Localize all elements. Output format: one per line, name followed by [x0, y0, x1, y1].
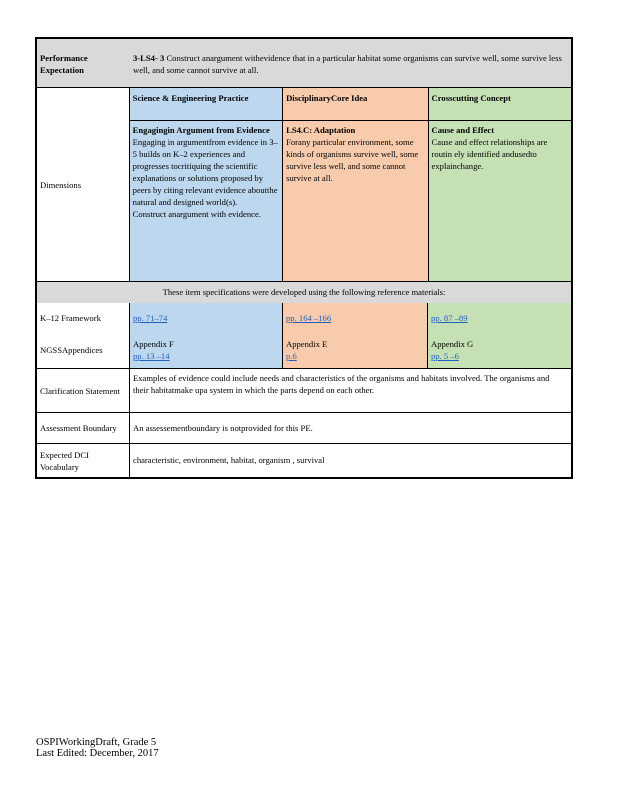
ngss-appendices-row: [37, 335, 571, 369]
pe-label: [37, 39, 130, 87]
k12-sep-link[interactable]: pp. 71–74: [133, 313, 168, 323]
ngss-label-text: NGSSAppendices: [40, 345, 103, 355]
assessment-boundary-row: [37, 413, 571, 444]
sep-bullet-text: Construct anargument with evidence.: [132, 209, 261, 219]
footer-draft-line: OSPIWorkingDraft, Grade 5: [36, 737, 157, 748]
cc-column: [429, 88, 571, 281]
dci-title: LS4.C: Adaptation: [286, 125, 356, 135]
assessment-boundary-label-text: Assessment Boundary: [40, 423, 117, 433]
sep-bullet: [133, 208, 279, 220]
ngss-sep-link[interactable]: pp. 13 –14: [133, 351, 170, 361]
cc-title: Cause and Effect: [431, 125, 495, 135]
vocabulary-label-text: Expected DCI Vocabulary: [40, 449, 89, 472]
assessment-boundary-text: An assessementboundary is notprovided for this PE.: [133, 423, 313, 433]
dci-header: DisciplinaryCore Idea: [283, 88, 427, 121]
sep-description: Engaging in argumentfrom evidence in 3–5 builds on K–2 experiences and progresses tocritiquing the scientific explanations or solutions proposed by peers by citing relevant evidence aboutthe natural and designed world(s).: [132, 137, 278, 207]
page-footer: [36, 737, 159, 759]
dci-body: [283, 121, 427, 187]
cc-body: [429, 121, 571, 175]
sep-title: Engagingin Argument from Evidence: [132, 125, 270, 135]
k12-sep-cell: [130, 303, 283, 335]
clarification-label: [37, 369, 130, 412]
clarification-text: Examples of evidence could include needs and characteristics of the organisms and habitats involved. The organisms and their habitatmake upa system in which the parts depend on each other.: [133, 373, 550, 395]
ngss-dci-appendix: Appendix E: [286, 339, 328, 349]
pe-text: [130, 39, 571, 87]
ngss-sep-appendix: Appendix F: [133, 339, 174, 349]
footer-edited-line: Last Edited: December, 2017: [36, 748, 159, 759]
dci-bullet-text: Forany particular environment, some kinds of organisms survive well, some survive less well, and some cannot survive at all.: [286, 137, 419, 183]
reference-note-row: [37, 282, 571, 303]
ngss-label: [37, 335, 130, 368]
ngss-cc-cell: [428, 335, 571, 368]
item-specification-table: [35, 37, 573, 479]
ngss-dci-cell: [283, 335, 428, 368]
k12-cc-link[interactable]: pp. 87 –89: [431, 313, 468, 323]
cc-header: Crosscutting Concept: [429, 88, 571, 121]
dci-column: [283, 88, 428, 281]
k12-dci-cell: [283, 303, 428, 335]
ngss-dci-link[interactable]: p.6: [286, 351, 297, 361]
dimensions-label: [37, 88, 130, 281]
vocabulary-text: characteristic, environment, habitat, organism , survival: [133, 455, 325, 465]
k12-cc-cell: [428, 303, 571, 335]
vocabulary-label: [37, 444, 130, 477]
pe-statement: Construct anargument withevidence that in a particular habitat some organisms can survive well, some survive less well, and some cannot survive at all.: [133, 53, 562, 75]
dimensions-row: [37, 88, 571, 282]
sep-body: [130, 121, 282, 223]
pe-label-text: Performance Expectation: [40, 53, 88, 75]
k12-label-text: K–12 Framework: [40, 313, 101, 323]
sep-header: Science & Engineering Practice: [130, 88, 282, 121]
dci-bullet: [286, 136, 424, 184]
sep-column: [130, 88, 283, 281]
k12-framework-row: [37, 303, 571, 335]
clarification-row: [37, 369, 571, 413]
k12-label: [37, 303, 130, 335]
ngss-cc-link[interactable]: pp. 5 –6: [431, 351, 459, 361]
ngss-sep-cell: [130, 335, 283, 368]
reference-note: These item specifications were developed using the following reference materials:: [162, 287, 446, 297]
k12-dci-link[interactable]: pp. 164 –166: [286, 313, 332, 323]
clarification-label-text: Clarification Statement: [40, 385, 120, 396]
pe-code: 3-LS4- 3: [133, 53, 165, 63]
cc-bullet-text: Cause and effect relationships are routin ely identified andusedto explainchange.: [431, 137, 548, 171]
assessment-boundary-label: [37, 413, 130, 443]
cc-bullet: [432, 136, 568, 172]
dimensions-label-text: Dimensions: [40, 179, 82, 190]
ngss-cc-appendix: Appendix G: [431, 339, 474, 349]
performance-expectation-row: [37, 39, 571, 88]
vocabulary-row: [37, 444, 571, 477]
